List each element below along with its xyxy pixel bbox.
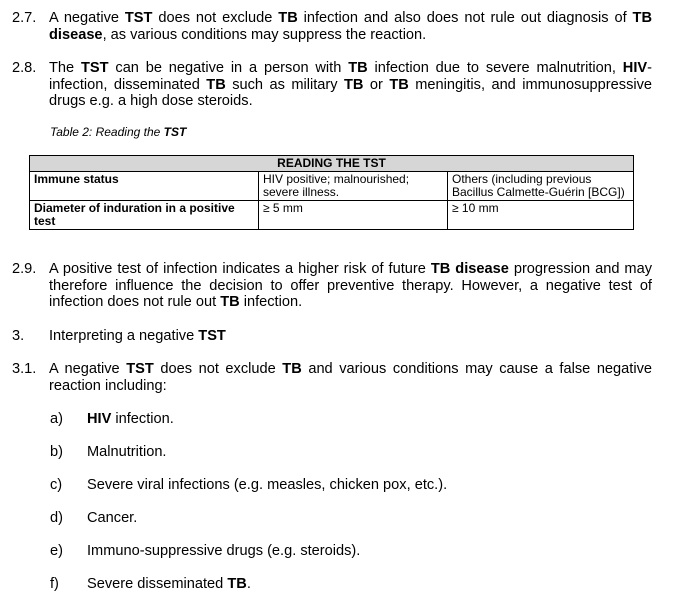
table-cell: HIV positive; malnourished; severe illness.	[259, 171, 448, 200]
table-row	[30, 200, 634, 229]
paragraph-2-9	[12, 261, 652, 311]
table-caption: Table 2: Reading the TST	[50, 125, 187, 139]
paragraph-2-8	[12, 60, 652, 110]
table-cell: Diameter of induration in a positive test	[30, 200, 259, 229]
paragraph-number: 3.1.	[12, 361, 37, 377]
table-cell: ≥ 5 mm	[259, 200, 448, 229]
section-number: 3.	[12, 328, 25, 344]
table-cell: ≥ 10 mm	[448, 200, 634, 229]
paragraph-number: 2.9.	[12, 261, 37, 277]
table-cell: Others (including previous Bacillus Calmette-Guérin [BCG])	[448, 171, 634, 200]
list-text: Severe disseminated TB.	[87, 576, 251, 592]
list-text: Severe viral infections (e.g. measles, chicken pox, etc.).	[87, 477, 448, 493]
paragraph-3-1	[12, 361, 652, 394]
section-title: Interpreting a negative TST	[49, 328, 226, 344]
paragraph-2-7	[12, 10, 652, 43]
paragraph-number: 2.7.	[12, 10, 37, 26]
table-header: READING THE TST	[30, 156, 634, 172]
paragraph-text: The TST can be negative in a person with TB infection due to severe malnutrition, HIV-infection, disseminated TB such as military TB or TB meningitis, and immunosuppressive drugs e.g. a high dose steroids.	[49, 60, 653, 109]
list-label: a)	[50, 411, 63, 427]
paragraph-number: 2.8.	[12, 60, 37, 76]
tst-reading-table	[29, 155, 634, 230]
table-cell: Immune status	[30, 171, 259, 200]
table-row	[30, 171, 634, 200]
list-label: c)	[50, 477, 63, 493]
list-text: Malnutrition.	[87, 444, 167, 460]
list-text: HIV infection.	[87, 411, 174, 427]
list-label: d)	[50, 510, 63, 526]
list-text: Cancer.	[87, 510, 138, 526]
list-text: Immuno-suppressive drugs (e.g. steroids).	[87, 543, 361, 559]
paragraph-text: A positive test of infection indicates a higher risk of future TB disease progression and may therefore influence the decision to offer preventive therapy. However, a negative test of infection does not rule out TB infection.	[49, 261, 652, 310]
list-label: e)	[50, 543, 63, 559]
paragraph-text: A negative TST does not exclude TB and various conditions may cause a false negative reaction including:	[49, 361, 652, 394]
list-label: f)	[50, 576, 59, 592]
section-heading-3	[12, 328, 652, 345]
paragraph-text: A negative TST does not exclude TB infection and also does not rule out diagnosis of TB disease, as various conditions may suppress the reaction.	[49, 10, 652, 43]
list-label: b)	[50, 444, 63, 460]
